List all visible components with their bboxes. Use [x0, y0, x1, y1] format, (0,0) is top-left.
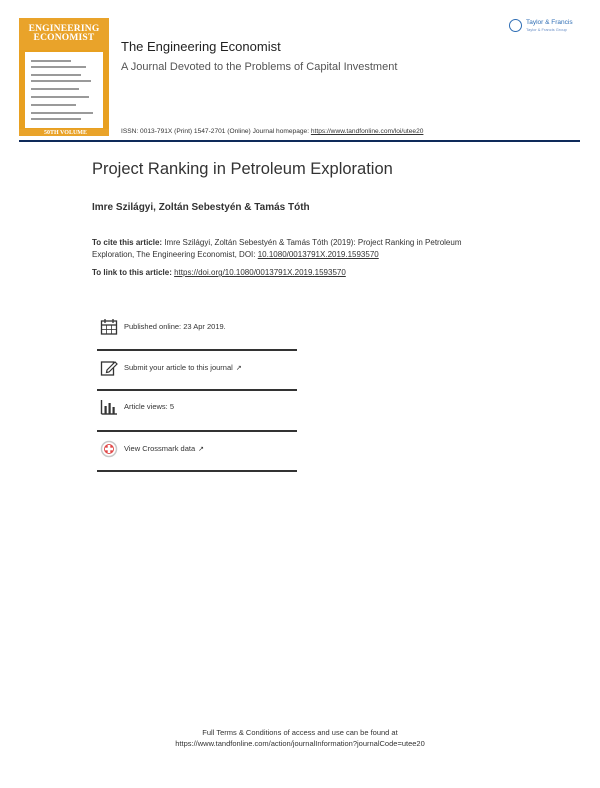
- submit-article-text: Submit your article to this journal: [124, 363, 233, 372]
- cover-contents: [25, 52, 103, 128]
- row-divider: [97, 430, 297, 432]
- cover-title-line2: ECONOMIST: [33, 33, 95, 43]
- crossmark-text: View Crossmark data: [124, 444, 196, 453]
- doi-link[interactable]: 10.1080/0013791X.2019.1593570: [257, 250, 379, 259]
- published-online-label: Published online: 23 Apr 2019.: [124, 322, 226, 331]
- journal-cover-image: [19, 18, 109, 136]
- header-divider: [19, 140, 580, 142]
- publisher-logo[interactable]: [509, 18, 589, 36]
- journal-homepage-link[interactable]: https://www.tandfonline.com/loi/utee20: [310, 128, 424, 135]
- publisher-logo-icon: [509, 19, 522, 32]
- journal-title: The Engineering Economist: [121, 39, 281, 54]
- cover-title-line1: ENGINEERING: [28, 24, 100, 34]
- published-online-row: [97, 316, 297, 340]
- article-views-label: Article views: 5: [124, 402, 175, 411]
- citation-text: Imre Szilágyi, Zoltán Sebestyén & Tamás Tóth (2019): Project Ranking in Petroleum Exploration, The Engineering Economist, DOI:: [92, 238, 462, 259]
- link-label: To link to this article:: [92, 268, 175, 277]
- article-title: Project Ranking in Petroleum Exploration: [92, 160, 393, 178]
- cover-volume: 50TH VOLUME: [44, 130, 87, 136]
- article-url-link[interactable]: https://doi.org/10.1080/0013791X.2019.1593570: [174, 268, 346, 277]
- submit-article-row[interactable]: [97, 357, 297, 381]
- cover-title: [23, 25, 105, 43]
- bar-chart-icon: [100, 398, 118, 416]
- crossmark-label: [124, 444, 204, 453]
- crossmark-row[interactable]: [97, 438, 297, 462]
- external-link-icon: ↗: [198, 446, 205, 453]
- row-divider: [97, 349, 297, 351]
- issn-line: [121, 128, 423, 135]
- row-divider: [97, 470, 297, 472]
- submit-article-label: [124, 363, 242, 372]
- publisher-tagline: Taylor & Francis Group: [526, 27, 567, 32]
- article-views-row: [97, 396, 297, 420]
- citation-label: To cite this article:: [92, 238, 163, 247]
- citation-block: [92, 237, 502, 261]
- issn-text: ISSN: 0013-791X (Print) 1547-2701 (Online) Journal homepage:: [121, 128, 310, 135]
- row-divider: [97, 389, 297, 391]
- article-authors: Imre Szilágyi, Zoltán Sebestyén & Tamás Tóth: [92, 202, 310, 213]
- crossmark-icon: [100, 440, 118, 458]
- edit-icon: [100, 359, 118, 377]
- footer-terms-link[interactable]: https://www.tandfonline.com/action/journalInformation?journalCode=utee20: [175, 739, 425, 748]
- calendar-icon: [100, 318, 118, 336]
- article-link-line: [92, 268, 346, 277]
- external-link-icon: ↗: [235, 365, 242, 372]
- publisher-name: Taylor & Francis: [526, 19, 573, 26]
- footer-terms: [100, 727, 500, 749]
- footer-line1: Full Terms & Conditions of access and use can be found at: [202, 728, 398, 737]
- journal-subtitle: A Journal Devoted to the Problems of Capital Investment: [121, 61, 398, 73]
